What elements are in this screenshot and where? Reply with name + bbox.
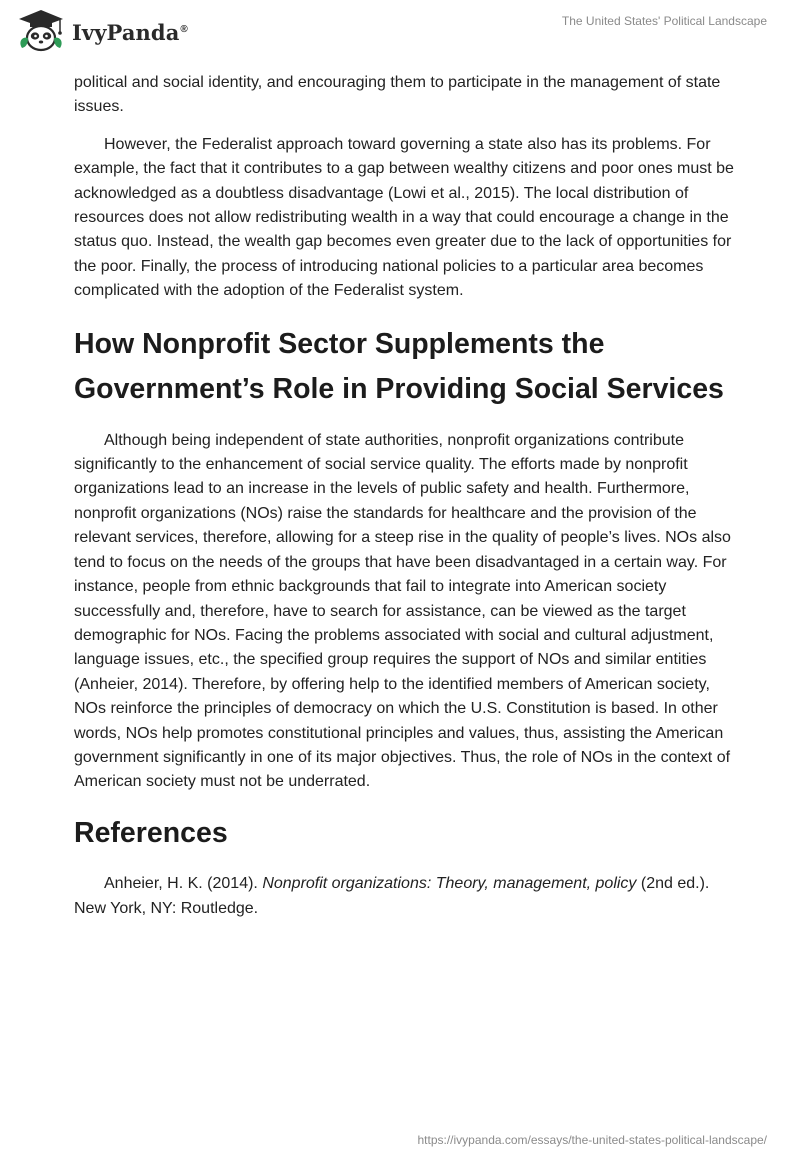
essay-content — [74, 71, 734, 921]
reference-title: Nonprofit organizations: Theory, management, policy — [262, 875, 637, 893]
section-heading-references: References — [74, 816, 228, 849]
page-header — [0, 0, 800, 70]
footer-url[interactable]: https://ivypanda.com/essays/the-united-states-political-landscape/ — [417, 1133, 767, 1147]
ivypanda-logo[interactable] — [16, 8, 188, 54]
paragraph-continued: political and social identity, and encouraging them to participate in the management of state issues. — [74, 74, 721, 116]
running-title: The United States' Political Landscape — [561, 14, 767, 28]
reference-publication: (2nd ed.). New York, NY: Routledge. — [74, 875, 710, 917]
panda-graduate-icon — [16, 8, 66, 54]
reference-authors: Anheier, H. K. (2014). — [104, 875, 263, 893]
paragraph-federalist: However, the Federalist approach toward governing a state also has its problems. For example, the fact that it contributes to a gap between wealthy citizens and poor ones must be acknowledged as a doubtless disadvantage (Lowi et al., 2015). The local distribution of resources does not allow redistributing wealth in a way that could encourage a change in the status quo. Instead, the wealth gap becomes even greater due to the lack of opportunities for the poor. Finally, the process of introducing national policies to a particular area becomes complicated with the adoption of the Federalist system. — [74, 135, 734, 300]
brand-name: IvyPanda® — [72, 19, 188, 45]
paragraph-nonprofit: Although being independent of state authorities, nonprofit organizations contribute significantly to the enhancement of social service quality. The efforts made by nonprofit organizations lead to an increase in the levels of public safety and health. Furthermore, nonprofit organizations (NOs) raise the standards for healthcare and the provision of the relevant services, therefore, allowing for a steep rise in the quality of people’s lives. NOs also tend to focus on the needs of the groups that have been disadvantaged in a certain way. For instance, people from ethnic backgrounds that fail to integrate into American society successfully and, therefore, have to search for assistance, can be viewed as the target demographic for NOs. Facing the problems associated with social and cultural adjustment, language issues, etc., the specified group requires the support of NOs and similar entities (Anheier, 2014). Therefore, by offering help to the identified members of American society, NOs reinforce the principles of democracy on which the U.S. Constitution is based. In other words, NOs help promotes constitutional principles and values, thus, assisting the American government significantly in one of its major objectives. Thus, the role of NOs in the context of American society must not be underrated. — [74, 431, 731, 791]
reference-entry — [74, 872, 734, 921]
registered-mark: ® — [180, 23, 188, 35]
section-heading-nonprofit: How Nonprofit Sector Supplements the Government’s Role in Providing Social Services — [74, 327, 724, 406]
